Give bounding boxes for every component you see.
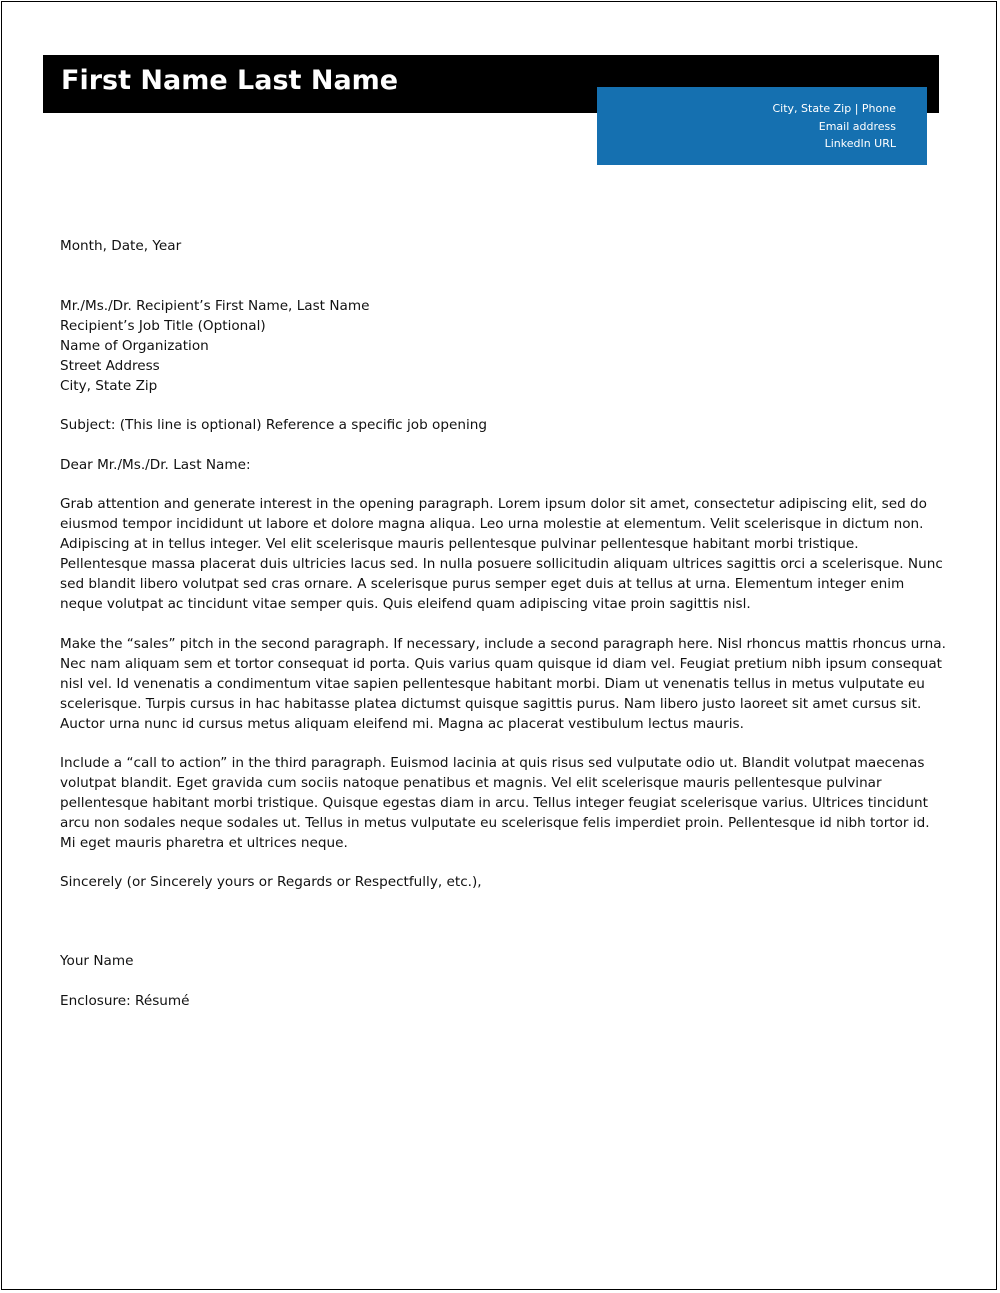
- recipient-job-title: Recipient’s Job Title (Optional): [60, 317, 266, 334]
- salutation-text: Dear Mr./Ms./Dr. Last Name:: [60, 457, 251, 473]
- recipient-block: [60, 297, 946, 397]
- salutation: [60, 456, 946, 476]
- paragraph-sales-pitch: Make the “sales” pitch in the second paragraph. If necessary, include a second paragraph here. Nisl rhoncus mattis rhoncus urna. Nec nam aliquam sem et tortor consequat id porta. Quis varius quam quisque id diam vel. Feugiat pretium nibh ipsum consequat nisl vel. Id venenatis a condimentum vitae sapien pellentesque habitant morbi. Diam ut venenatis tellus in metus vulputate eu scelerisque. Turpis cursus in hac habitasse platea dictumst quisque sagittis purus. Nam libero justo laoreet sit amet cursus sit. Auctor urna nunc id cursus metus aliquam eleifend mi. Magna ac placerat vestibulum lectus mauris.: [60, 636, 946, 732]
- contact-email: Email address: [818, 119, 896, 133]
- recipient-organization: Name of Organization: [60, 337, 209, 354]
- enclosure: [60, 992, 946, 1012]
- letter-date: [60, 237, 946, 257]
- signature: [60, 952, 946, 972]
- closing-text: Sincerely (or Sincerely yours or Regards or Respectfully, etc.),: [60, 874, 482, 890]
- enclosure-text: Enclosure: Résumé: [60, 993, 190, 1009]
- date-text: Month, Date, Year: [60, 238, 182, 254]
- recipient-city: City, State Zip: [60, 377, 158, 394]
- recipient-street: Street Address: [60, 357, 160, 374]
- signature-name: Your Name: [60, 953, 134, 969]
- sender-name: First Name Last Name: [61, 65, 399, 96]
- contact-box: [597, 87, 927, 165]
- contact-linkedin: LinkedIn URL: [824, 137, 896, 150]
- subject-text: Subject: (This line is optional) Reference a specific job opening: [60, 417, 487, 433]
- closing: [60, 873, 946, 893]
- paragraph-call-to-action: Include a “call to action” in the third paragraph. Euismod lacinia at quis risus sed vulputate odio ut. Blandit volutpat maecenas volutpat blandit. Eget gravida cum sociis natoque penatibus et magnis. Vel elit scelerisque mauris pellentesque pulvinar pellentesque habitant morbi tristique. Quisque egestas diam in arcu. Tellus integer feugiat scelerisque varius. Ultrices tincidunt arcu non sodales neque sodales ut. Tellus in metus vulputate eu scelerisque felis imperdiet proin. Pellentesque id nibh tortor id. Mi eget mauris pharetra et ultrices neque.: [60, 755, 930, 851]
- paragraph-opening: Grab attention and generate interest in the opening paragraph. Lorem ipsum dolor sit amet, consectetur adipiscing elit, sed do eiusmod tempor incididunt ut labore et dolore magna aliqua. Leo urna molestie at elementum. Velit scelerisque in dictum non. Adipiscing at in tellus integer. Vel elit scelerisque mauris pellentesque pulvinar pellentesque habitant morbi tristique. Pellentesque massa placerat duis ultricies lacus sed. In nulla posuere sollicitudin aliquam ultrices sagittis orci a scelerisque. Nunc sed blandit libero volutpat sed cras ornare. A scelerisque purus semper eget duis at tellus at urna. Elementum integer enim neque volutpat ac tincidunt vitae semper quis. Quis eleifend quam adipiscing vitae proin sagittis nisl.: [60, 496, 943, 612]
- subject-line: [60, 416, 946, 436]
- recipient-name: Mr./Ms./Dr. Recipient’s First Name, Last Name: [60, 298, 370, 314]
- contact-city-phone: City, State Zip | Phone: [772, 102, 896, 115]
